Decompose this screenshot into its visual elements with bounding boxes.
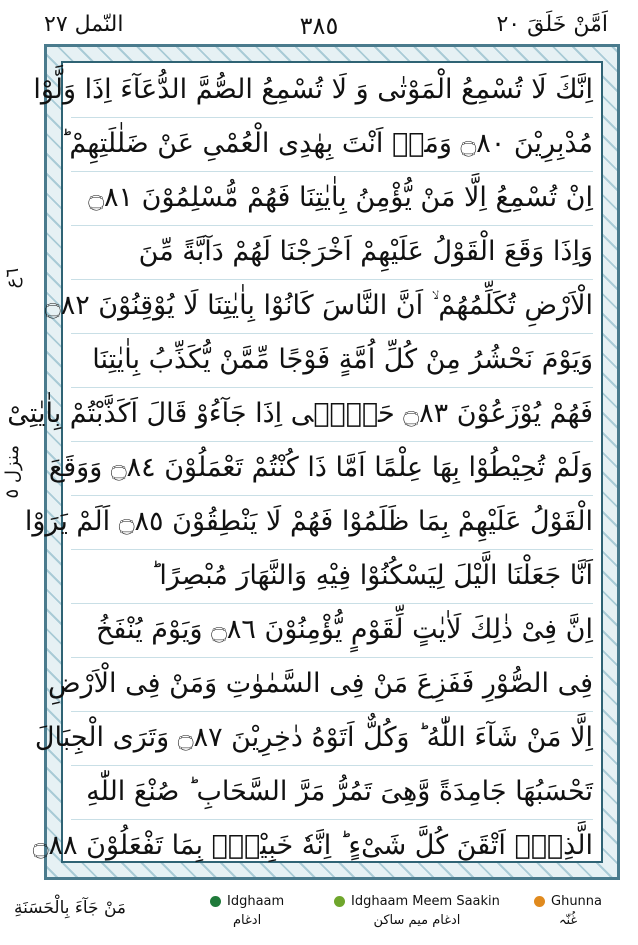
verse-line-13: اِلَّا مَنْ شَآءَ اللّٰهُ ؕ وَكُلٌّ اَتَوْهُ دٰخِرِيْنَ ۝٨٧ وَتَرَى الْجِبَالَ [71, 711, 593, 766]
manzil-marker: منزل ٥ [2, 445, 23, 499]
verse-line-2: مُدْبِرِيْنَ ۝٨٠ وَمَاۤ اَنْتَ بِهٰدِى الْعُمْىِ عَنْ ضَلٰلَتِهِمْ ؕ [71, 117, 593, 172]
legend-ghunna [534, 894, 602, 928]
legend-idghaam-meem-saakin-arabic: ادغام میم ساکن [373, 913, 461, 928]
surah-title: النّمل ٢٧ [44, 12, 124, 37]
rukoo-marker: ٦ع [2, 268, 23, 289]
legend-idghaam [210, 894, 284, 928]
legend-idghaam-meem-saakin-label: Idghaam Meem Saakin [351, 894, 500, 909]
verse-line-5: الْاَرْضِ تُكَلِّمُهُمْ ۙ اَنَّ النَّاسَ كَانُوْا بِاٰيٰتِنَا لَا يُوْقِنُوْنَ ۝٨٢ [71, 279, 593, 334]
verse-line-15: الَّذِىْۤ اَتْقَنَ كُلَّ شَىْءٍ ؕ اِنَّهٗ خَبِيْرٌۢ بِمَا تَفْعَلُوْنَ ۝٨٨ [32, 830, 593, 861]
verse-line-12: فِى الصُّوْرِ فَفَزِعَ مَنْ فِى السَّمٰوٰتِ وَمَنْ فِى الْاَرْضِ [71, 657, 593, 712]
legend-idghaam-meem-saakin [334, 894, 500, 928]
page-footer [0, 892, 638, 945]
verse-line-7: فَهُمْ يُوْزَعُوْنَ ۝٨٣ حَتّٰۤى اِذَا جَآءُوْ قَالَ اَكَذَّبْتُمْ بِاٰيٰتِىْ [71, 387, 593, 442]
legend-idghaam-arabic: ادغام [232, 913, 262, 928]
verse-line-9: الْقَوْلُ عَلَيْهِمْ بِمَا ظَلَمُوْا فَهُمْ لَا يَنْطِقُوْنَ ۝٨٥ اَلَمْ يَرَوْا [71, 495, 593, 550]
verse-line-14: تَحْسَبُهَا جَامِدَةً وَّهِىَ تَمُرُّ مَرَّ السَّحَابِ ؕ صُنْعَ اللّٰهِ [71, 765, 593, 820]
legend-idghaam-label: Idghaam [227, 894, 285, 909]
idghaam-meem-saakin-dot-icon [334, 896, 345, 907]
catchword: مَنْ جَآءَ بِالْحَسَنَةِ [14, 898, 127, 918]
verse-line-11: اِنَّ فِىْ ذٰلِكَ لَاٰيٰتٍ لِّقَوْمٍ يُّؤْمِنُوْنَ ۝٨٦ وَيَوْمَ يُنْفَخُ [71, 603, 593, 658]
page-number: ٣٨٥ [299, 12, 339, 40]
verse-line-3: اِنْ تُسْمِعُ اِلَّا مَنْ يُّؤْمِنُ بِاٰيٰتِنَا فَهُمْ مُّسْلِمُوْنَ ۝٨١ [71, 171, 593, 226]
verse-line-1: اِنَّكَ لَا تُسْمِعُ الْمَوْتٰى وَ لَا تُسْمِعُ الصُّمَّ الدُّعَآءَ اِذَا وَلَّوْا [71, 63, 593, 118]
page-header [0, 0, 638, 46]
verse-line-6: وَيَوْمَ نَحْشُرُ مِنْ كُلِّ اُمَّةٍ فَوْجًا مِّمَّنْ يُّكَذِّبُ بِاٰيٰتِنَا [71, 333, 593, 388]
verse-line-8: وَلَمْ تُحِيْطُوْا بِهَا عِلْمًا اَمَّا ذَا كُنْتُمْ تَعْمَلُوْنَ ۝٨٤ وَوَقَعَ [71, 441, 593, 496]
ghunna-dot-icon [534, 896, 545, 907]
verse-line-4: وَاِذَا وَقَعَ الْقَوْلُ عَلَيْهِمْ اَخْرَجْنَا لَهُمْ دَآبَّةً مِّنَ [71, 225, 593, 280]
juz-title: اَمَّنْ خَلَقَ ٢٠ [496, 12, 608, 37]
verse-line-10: اَنَّا جَعَلْنَا الَّيْلَ لِيَسْكُنُوْا فِيْهِ وَالنَّهَارَ مُبْصِرًا ؕ [71, 549, 593, 604]
legend-ghunna-arabic: غُنّہ [558, 913, 578, 928]
legend-ghunna-label: Ghunna [551, 894, 602, 909]
idghaam-dot-icon [210, 896, 221, 907]
